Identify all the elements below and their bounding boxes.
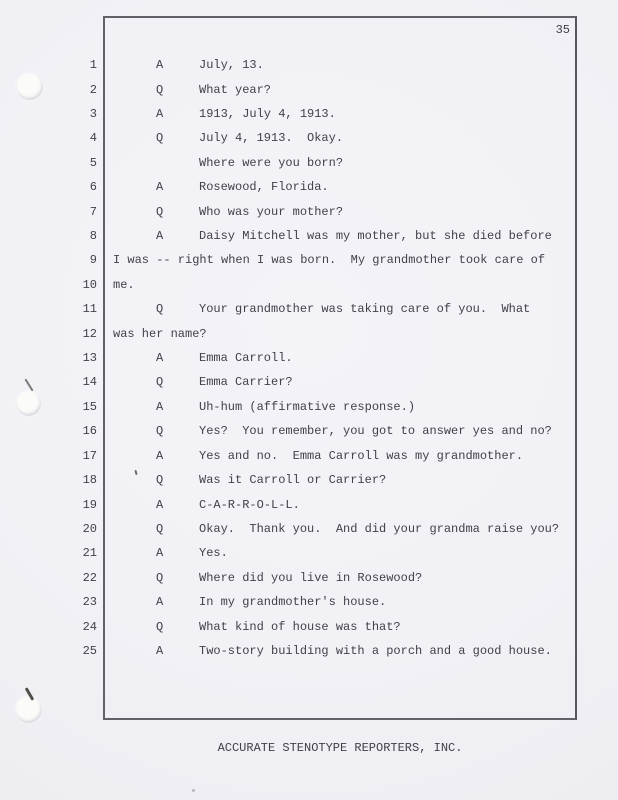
transcript-lines (0, 53, 618, 663)
line-text: Emma Carroll. (199, 351, 293, 366)
line-number: 21 (82, 546, 97, 561)
line-number: 10 (82, 277, 97, 292)
page-number: 35 (555, 23, 570, 37)
speaker-label: Q (156, 424, 164, 439)
transcript-line (0, 224, 618, 248)
transcript-line (0, 541, 618, 565)
line-text: Yes. (199, 546, 228, 561)
line-number: 6 (89, 180, 97, 195)
speaker-label: A (156, 399, 164, 414)
speaker-label: A (156, 643, 164, 658)
transcript-line (0, 419, 618, 443)
scan-speck (192, 789, 195, 792)
transcript-line (0, 273, 618, 297)
line-number: 20 (82, 521, 97, 536)
line-body (113, 302, 530, 316)
line-number: 5 (89, 155, 97, 170)
line-body (113, 400, 415, 414)
line-text: Rosewood, Florida. (199, 180, 329, 195)
transcript-line (0, 517, 618, 541)
transcript-line (0, 590, 618, 614)
punch-hole-bottom (15, 696, 42, 723)
line-text: Was it Carroll or Carrier? (199, 473, 387, 488)
transcript-line (0, 151, 618, 175)
speaker-label: Q (156, 619, 164, 634)
line-text: Okay. Thank you. And did your grandma raise you? (199, 521, 560, 536)
line-body (113, 156, 343, 170)
line-number: 16 (82, 424, 97, 439)
speaker-label: Q (156, 473, 164, 488)
line-body (113, 498, 300, 512)
transcript-line (0, 566, 618, 590)
transcript-line (0, 297, 618, 321)
transcript-line (0, 126, 618, 150)
line-number: 11 (82, 302, 97, 317)
transcript-line (0, 53, 618, 77)
line-number: 14 (82, 375, 97, 390)
line-text: July, 13. (199, 58, 264, 73)
line-text: C-A-R-R-O-L-L. (199, 497, 300, 512)
line-body (113, 595, 386, 609)
line-text: was her name? (113, 326, 207, 341)
speaker-label: A (156, 229, 164, 244)
line-text: Where did you live in Rosewood? (199, 570, 423, 585)
line-body (113, 620, 401, 634)
speaker-label: Q (156, 570, 164, 585)
line-text: Two-story building with a porch and a good house. (199, 643, 552, 658)
line-body (113, 107, 336, 121)
transcript-line (0, 248, 618, 272)
line-body (113, 327, 207, 341)
speaker-label: A (156, 546, 164, 561)
line-number: 24 (82, 619, 97, 634)
transcript-line (0, 395, 618, 419)
line-body (113, 131, 343, 145)
speaker-label: A (156, 595, 164, 610)
transcript-line (0, 468, 618, 492)
line-body (113, 546, 228, 560)
line-number: 2 (89, 82, 97, 97)
line-text: Emma Carrier? (199, 375, 293, 390)
line-number: 19 (82, 497, 97, 512)
speaker-label: A (156, 107, 164, 122)
line-text: What kind of house was that? (199, 619, 401, 634)
line-body (113, 571, 422, 585)
line-text: What year? (199, 82, 272, 97)
speaker-label: A (156, 497, 164, 512)
speaker-label: Q (156, 82, 164, 97)
transcript-line (0, 444, 618, 468)
speaker-label: Q (156, 302, 164, 317)
line-number: 3 (89, 107, 97, 122)
line-text: 1913, July 4, 1913. (199, 107, 336, 122)
speaker-label: Q (156, 204, 164, 219)
transcript-line (0, 321, 618, 345)
line-number: 17 (82, 448, 97, 463)
speaker-label: Q (156, 521, 164, 536)
line-number: 8 (89, 229, 97, 244)
line-body (113, 205, 343, 219)
line-body (113, 253, 545, 267)
line-text: Daisy Mitchell was my mother, but she died before (199, 229, 552, 244)
line-body (113, 424, 552, 438)
line-text: Uh-hum (affirmative response.) (199, 399, 416, 414)
line-text: Yes? You remember, you got to answer yes and no? (199, 424, 552, 439)
line-number: 22 (82, 570, 97, 585)
line-number: 1 (89, 58, 97, 73)
line-body (113, 83, 271, 97)
line-body (113, 229, 552, 243)
line-number: 9 (89, 253, 97, 268)
line-body (113, 278, 135, 292)
line-number: 15 (82, 399, 97, 414)
line-number: 7 (89, 204, 97, 219)
transcript-line (0, 346, 618, 370)
line-text: Your grandmother was taking care of you. What (199, 302, 531, 317)
speaker-label: A (156, 180, 164, 195)
speaker-label: Q (156, 375, 164, 390)
line-text: Yes and no. Emma Carroll was my grandmother. (199, 448, 524, 463)
line-number: 12 (82, 326, 97, 341)
transcript-line (0, 492, 618, 516)
speaker-label: A (156, 448, 164, 463)
transcript-line (0, 370, 618, 394)
line-body (113, 180, 329, 194)
line-text: July 4, 1913. Okay. (199, 131, 344, 146)
line-body (113, 351, 293, 365)
speaker-label: A (156, 58, 164, 73)
line-body (113, 473, 386, 487)
line-number: 25 (82, 643, 97, 658)
line-text: I was -- right when I was born. My grandmother took care of (113, 253, 546, 268)
line-body (113, 522, 559, 536)
line-text: Where were you born? (199, 155, 344, 170)
speaker-label: A (156, 351, 164, 366)
transcript-line (0, 77, 618, 101)
line-body (113, 375, 293, 389)
line-body (113, 644, 552, 658)
line-number: 18 (82, 473, 97, 488)
transcript-line (0, 199, 618, 223)
transcript-line (0, 614, 618, 638)
line-number: 4 (89, 131, 97, 146)
reporter-footer: ACCURATE STENOTYPE REPORTERS, INC. (217, 741, 463, 755)
line-text: In my grandmother's house. (199, 595, 387, 610)
speaker-label: Q (156, 131, 164, 146)
transcript-line (0, 102, 618, 126)
line-number: 23 (82, 595, 97, 610)
line-body (113, 449, 523, 463)
line-number: 13 (82, 351, 97, 366)
transcript-line (0, 639, 618, 663)
line-text: Who was your mother? (199, 204, 344, 219)
line-text: me. (113, 277, 135, 292)
line-body (113, 58, 264, 72)
transcript-line (0, 175, 618, 199)
